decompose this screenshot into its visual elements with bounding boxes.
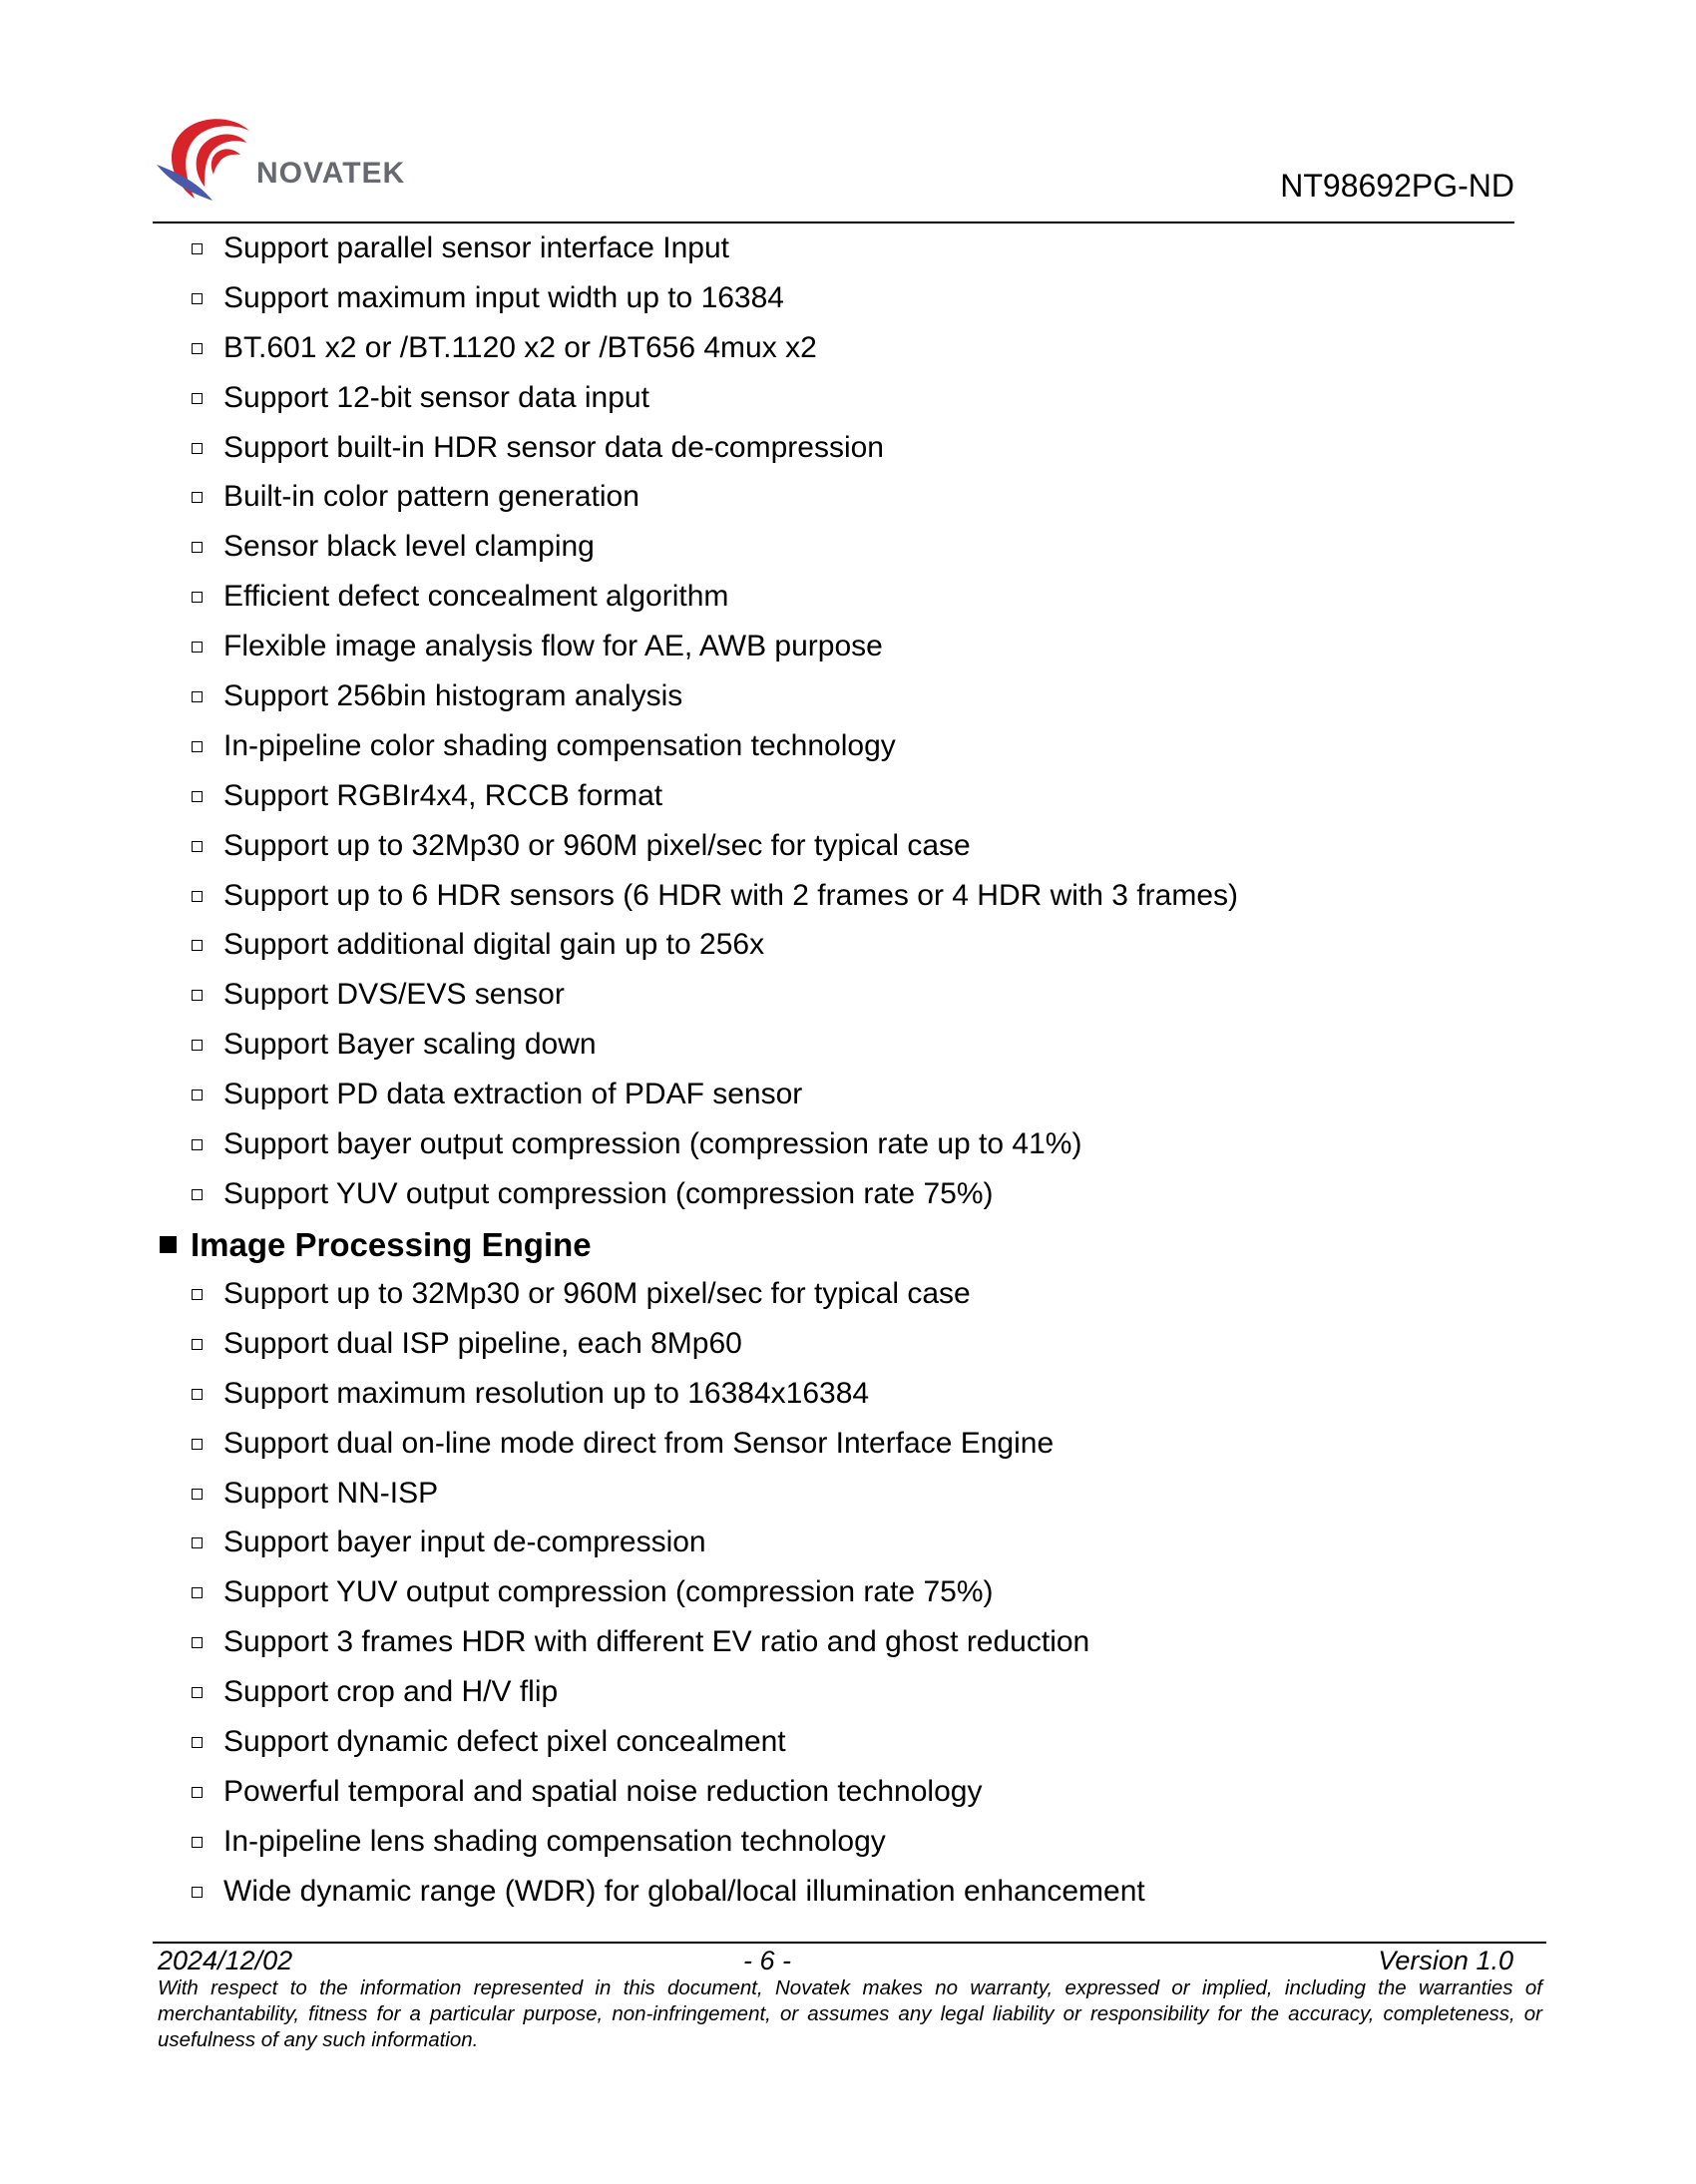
checkbox-bullet-icon <box>192 1737 203 1748</box>
checkbox-bullet-icon <box>192 1339 203 1350</box>
checkbox-bullet-icon <box>192 1587 203 1598</box>
checkbox-bullet-icon <box>192 243 203 254</box>
footer-rule <box>153 1942 1546 1944</box>
checkbox-bullet-icon <box>192 642 203 653</box>
checkbox-bullet-icon <box>192 1787 203 1798</box>
checkbox-bullet-icon <box>192 1090 203 1100</box>
checkbox-bullet-icon <box>192 1537 203 1548</box>
section-title: Image Processing Engine <box>191 1226 592 1263</box>
checkbox-bullet-icon <box>192 1139 203 1150</box>
checkbox-bullet-icon <box>192 592 203 603</box>
novatek-swirl-icon <box>155 115 264 203</box>
checkbox-bullet-icon <box>192 1189 203 1200</box>
checkbox-bullet-icon <box>192 990 203 1001</box>
novatek-logo <box>155 115 444 203</box>
disclaimer-text: With respect to the information represented in this document, Novatek makes no warranty, expressed or implied, including the warranties of merchantability, fitness for a particular purpose, non-infringement, or assumes any legal liability or responsibility for the accuracy, completeness, or usefulness of any such information. <box>158 1976 1542 2051</box>
checkbox-bullet-icon <box>192 393 203 404</box>
checkbox-bullet-icon <box>192 940 203 951</box>
checkbox-bullet-icon <box>192 293 203 304</box>
square-bullet-icon <box>160 1236 177 1253</box>
checkbox-bullet-icon <box>192 1040 203 1051</box>
page-number: - 6 - <box>743 1946 792 1975</box>
version-label: Version 1.0 <box>1378 1946 1513 1975</box>
checkbox-bullet-icon <box>192 1887 203 1898</box>
document-page: NOVATEK NT98692PG-ND Support parallel sensor interface Input Support maximum input width up to 16384 BT.601 x2 or /BT.1120 x2 or /BT656 4mux x2 Support 12-bit sensor data input Support built-in HDR sensor data de-compression Built-in color pattern generation Sensor black level clamping Efficient defect concealment algorithm Flexible image analysis flow for AE, AWB purpose Support 256bin histogram analysis In-pipeline color shading compensation technology Support RGBIr4x4, RCCB format Support up to 32Mp30 or 960M pixel/sec for typical case Support up to 6 HDR sensors (6 HDR with 2 frames or 4 HDR with 3 frames) Support additional digital gain up to 256x Support DVS/EVS sensor Support Bayer scaling down Support PD data extraction of PDAF sensor Support bayer output compression (compression rate up to 41%) Support YUV output compression (compression rate 75%) Image Processing Engine Support up to 32Mp30 or 960M pixel/sec for typical case Support dual ISP pipeline, each 8Mp60 Support maximum resolution up to 16384x16384 Support dual on-line mode direct from Sensor Interface Engine Support NN-ISP Support bayer input de-compression Support YUV output compression (compression rate 75%) Support 3 frames HDR with different EV ratio and ghost reduction Support crop and H/V flip Support dynamic defect pixel concealment Powerful temporal and spatial noise reduction technology In-pipeline lens shading compensation technology Wide dynamic range (WDR) for global/local illumination enhancement 2024/12/02 - 6 - Version 1.0 With respect to the information represented in this document, Novatek makes no warranty, expressed or implied, including the warranties of merchantability, fitness for a particular purpose, non-infringement, or assumes any legal liability or responsibility for the accuracy, completeness, or usefulness of any such information. <box>0 0 1696 2184</box>
checkbox-bullet-icon <box>192 741 203 752</box>
header-rule <box>153 221 1514 223</box>
checkbox-bullet-icon <box>192 1687 203 1698</box>
checkbox-bullet-icon <box>192 1837 203 1848</box>
checkbox-bullet-icon <box>192 343 203 354</box>
checkbox-bullet-icon <box>192 1439 203 1450</box>
logo-wordmark: NOVATEK <box>256 157 406 190</box>
document-id: NT98692PG-ND <box>1280 168 1514 204</box>
checkbox-bullet-icon <box>192 891 203 902</box>
checkbox-bullet-icon <box>192 542 203 553</box>
checkbox-bullet-icon <box>192 492 203 503</box>
checkbox-bullet-icon <box>192 1389 203 1400</box>
footer-date: 2024/12/02 <box>158 1946 293 1975</box>
checkbox-bullet-icon <box>192 1489 203 1500</box>
checkbox-bullet-icon <box>192 1289 203 1300</box>
checkbox-bullet-icon <box>192 443 203 454</box>
checkbox-bullet-icon <box>192 1637 203 1648</box>
checkbox-bullet-icon <box>192 691 203 702</box>
checkbox-bullet-icon <box>192 791 203 802</box>
checkbox-bullet-icon <box>192 841 203 852</box>
